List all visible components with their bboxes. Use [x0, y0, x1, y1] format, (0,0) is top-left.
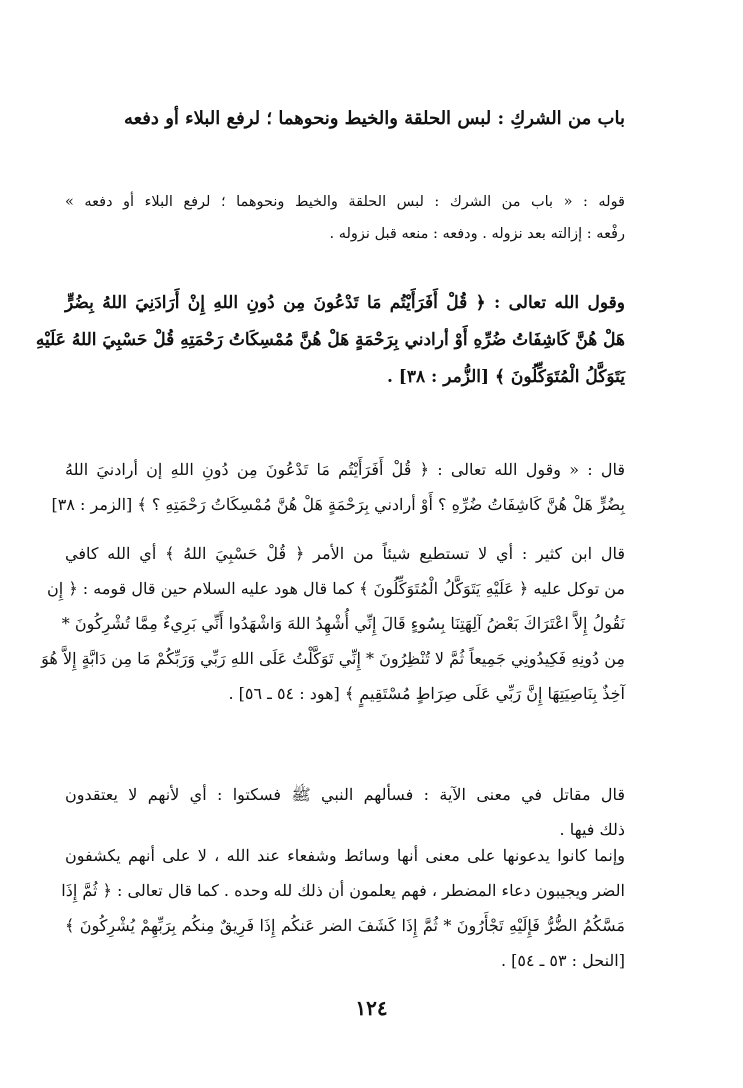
closing-paragraph: [61, 838, 626, 978]
text-line: يَتَوَكَّلُ الْمُتَوَكِّلُونَ ﴾ [الزُّمر : ٣٨] .: [386, 367, 625, 387]
verse-paragraph: [35, 285, 625, 396]
page-number: ١٢٤: [355, 996, 388, 1020]
quote-paragraph: [51, 452, 625, 522]
text-line: رفْعه : إزالته بعد نزوله . ودفعه : منعه قبل نزوله .: [329, 226, 625, 242]
text-line: ذلك فيها .: [559, 820, 625, 839]
explanation-paragraph: [65, 186, 625, 250]
text-line: هَلْ هُنَّ كَاشِفَاتُ ضُرِّهِ أَوْ أرادني بِرَحْمَةٍ هَلْ هُنَّ مُمْسِكَاتُ رَحْمَتِهِ قُلْ حَسْبِيَ اللهُ عَلَيْهِ: [35, 330, 625, 350]
chapter-title: باب من الشركِ : لبس الحلقة والخيط ونحوهما ؛ لرفع البلاء أو دفعه: [123, 108, 625, 129]
text-line: وقول الله تعالى : ﴿ قُلْ أَفَرَأَيْتُم مَا تَدْعُونَ مِن دُونِ اللهِ إِنْ أَرَادَنِيَ اللهُ بِضُرٍّ: [65, 293, 625, 313]
text-line: قال : « وقول الله تعالى : ﴿ قُلْ أَفَرَأَيْتُم مَا تَدْعُونَ مِن دُونِ اللهِ إن أرادنيَ اللهُ: [65, 460, 625, 479]
text-line: [النحل : ٥٣ ـ ٥٤] .: [500, 951, 625, 970]
text-line: نَقُولُ إِلاَّ اعْتَرَاكَ بَعْضُ آلِهَتِنَا بِسُوءٍ قَالَ إِنِّي أُشْهِدُ اللهَ وَاشْهَدُوا أَنِّي بَرِيءٌ مِمَّا تُشْرِكُونَ *: [61, 614, 625, 633]
text-line: مِن دُونِهِ فَكِيدُونِي جَمِيعاً ثُمَّ لا تُنْظِرُونَ * إِنِّي تَوَكَّلْتُ عَلَى اللهِ رَبِّي وَرَبِّكُمْ مَا مِن دَابَّةٍ إِلاَّ هُوَ: [41, 649, 625, 668]
text-line: قال مقاتل في معنى الآية : فسألهم النبي ﷺ فسكتوا : أي لأنهم لا يعتقدون: [65, 785, 625, 804]
text-line: الضر ويجيبون دعاء المضطر ، فهم يعلمون أن ذلك لله وحده . كما قال تعالى : ﴿ ثُمَّ إِذَا: [61, 881, 625, 900]
text-line: قوله : « باب من الشرك : لبس الحلقة والخيط ونحوهما ؛ لرفع البلاء أو دفعه »: [65, 194, 625, 210]
text-line: مَسَّكُمُ الضُّرُّ فَإِلَيْهِ تَجْأَرُونَ * ثُمَّ إِذَا كَشَفَ الضر عَنكُم إِذَا فَرِيقٌ مِنكُم بِرَبِّهِمْ يُشْرِكُونَ ﴾: [65, 916, 625, 935]
muqatil-paragraph: [65, 777, 625, 847]
text-line: آخِذٌ بِنَاصِيَتِهَا إِنَّ رَبِّي عَلَى صِرَاطٍ مُسْتَقِيمٍ ﴾ [هود : ٥٤ ـ ٥٦] .: [228, 684, 625, 703]
text-line: قال ابن كثير : أي لا تستطيع شيئاً من الأمر ﴿ قُلْ حَسْبِيَ اللهُ ﴾ أي الله كافي: [65, 544, 625, 563]
ibn-kathir-paragraph: [41, 536, 625, 711]
text-line: وإنما كانوا يدعونها على معنى أنها وسائط وشفعاء عند الله ، لا على أنهم يكشفون: [65, 846, 626, 865]
text-line: من توكل عليه ﴿ عَلَيْهِ يَتَوَكَّلُ الْمُتَوَكِّلُونَ ﴾ كما قال هود عليه السلام حين قال قومه : ﴿ إِن: [47, 579, 625, 598]
text-line: بِضُرٍّ هَلْ هُنَّ كَاشِفَاتُ ضُرِّهِ ؟ أَوْ أرادني بِرَحْمَةٍ هَلْ هُنَّ مُمْسِكَاتُ رَحْمَتِهِ ؟ ﴾ [الزمر : ٣٨]: [51, 495, 625, 514]
